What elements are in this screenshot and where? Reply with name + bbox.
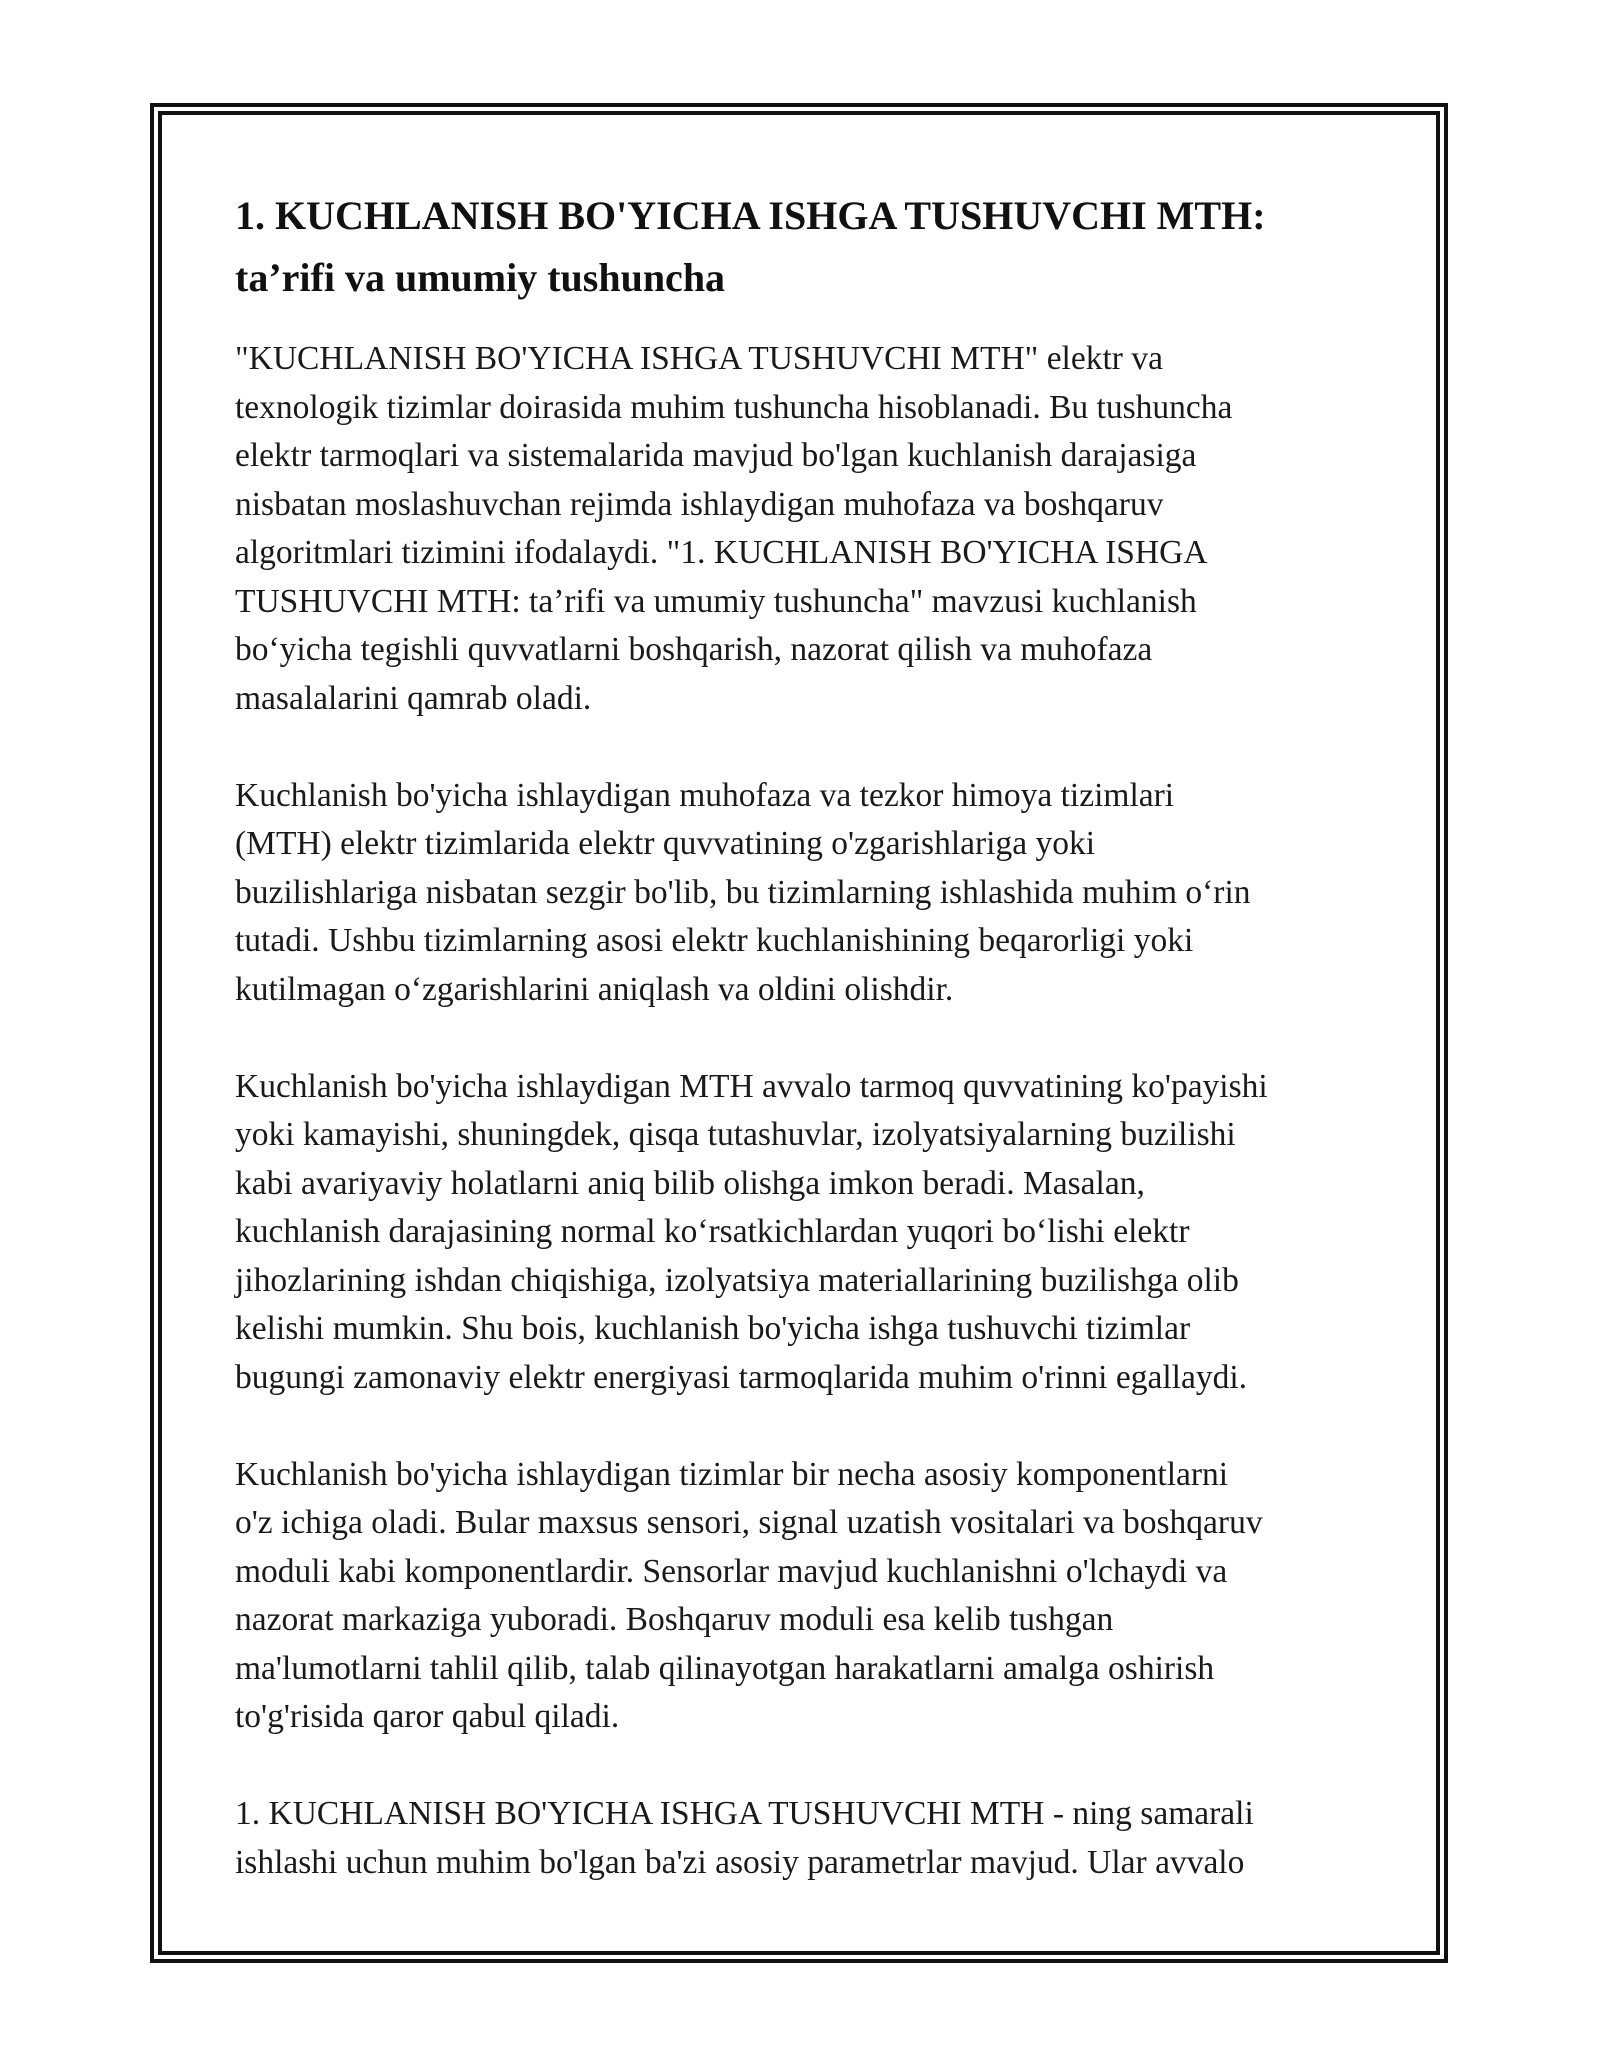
document-title <box>235 185 1375 309</box>
text-line: kuchlanish darajasining normal ko‘rsatkichlardan yuqori bo‘lishi elektr <box>235 1213 1190 1250</box>
text-line: kelishi mumkin. Shu bois, kuchlanish bo'yicha ishga tushuvchi tizimlar <box>235 1310 1191 1347</box>
paragraph-4 <box>235 1451 1375 1742</box>
text-line: Kuchlanish bo'yicha ishlaydigan muhofaza va tezkor himoya tizimlari <box>235 776 1175 814</box>
text-line: kutilmagan o‘zgarishlarini aniqlash va oldini olishdir. <box>235 970 954 1008</box>
document-content <box>235 185 1375 1887</box>
text-line: masalalarini qamrab oladi. <box>235 679 592 717</box>
paragraph-2 <box>235 772 1375 1015</box>
text-line: TUSHUVCHI MTH: ta’rifi va umumiy tushuncha" mavzusi kuchlanish <box>235 582 1197 620</box>
paragraph-3 <box>235 1063 1375 1403</box>
text-line: moduli kabi komponentlardir. Sensorlar mavjud kuchlanishni o'lchaydi va <box>235 1552 1228 1590</box>
text-line: Kuchlanish bo'yicha ishlaydigan MTH avvalo tarmoq quvvatining ko'payishi <box>235 1067 1268 1105</box>
text-line: buzilishlariga nisbatan sezgir bo'lib, bu tizimlarning ishlashida muhim o‘rin <box>235 873 1251 911</box>
text-line: ma'lumotlarni tahlil qilib, talab qilinayotgan harakatlarni amalga oshirish <box>235 1649 1215 1687</box>
text-line: (MTH) elektr tizimlarida elektr quvvatining o'zgarishlariga yoki <box>235 825 1096 862</box>
text-line: "KUCHLANISH BO'YICHA ISHGA TUSHUVCHI MTH" elektr va <box>235 340 1163 377</box>
text-line: Kuchlanish bo'yicha ishlaydigan tizimlar bir necha asosiy komponentlarni <box>235 1455 1229 1493</box>
text-line: 1. KUCHLANISH BO'YICHA ISHGA TUSHUVCHI MTH - ning samarali <box>235 1795 1254 1832</box>
text-line: to'g'risida qaror qabul qiladi. <box>235 1698 620 1735</box>
text-line: o'z ichiga oladi. Bular maxsus sensori, signal uzatish vositalari va boshqaruv <box>235 1504 1263 1541</box>
text-line: bugungi zamonaviy elektr energiyasi tarmoqlarida muhim o'rinni egallaydi. <box>235 1358 1248 1396</box>
text-line: nazorat markaziga yuboradi. Boshqaruv moduli esa kelib tushgan <box>235 1601 1114 1638</box>
text-line: algoritmlari tizimini ifodalaydi. "1. KUCHLANISH BO'YICHA ISHGA <box>235 534 1208 571</box>
text-line: ishlashi uchun muhim bo'lgan ba'zi asosiy parametrlar mavjud. Ular avvalo <box>235 1843 1245 1881</box>
paragraph-1 <box>235 335 1375 723</box>
text-line: bo‘yicha tegishli quvvatlarni boshqarish, nazorat qilish va muhofaza <box>235 631 1153 668</box>
text-line: tutadi. Ushbu tizimlarning asosi elektr kuchlanishining beqarorligi yoki <box>235 922 1194 959</box>
text-line: elektr tarmoqlari va sistemalarida mavjud bo'lgan kuchlanish darajasiga <box>235 437 1197 474</box>
text-line: yoki kamayishi, shuningdek, qisqa tutashuvlar, izolyatsiyalarning buzilishi <box>235 1116 1236 1153</box>
paragraph-5 <box>235 1790 1375 1887</box>
text-line: nisbatan moslashuvchan rejimda ishlaydigan muhofaza va boshqaruv <box>235 485 1164 523</box>
text-line: texnologik tizimlar doirasida muhim tushuncha hisoblanadi. Bu tushuncha <box>235 388 1233 426</box>
title-line: ta’rifi va umumiy tushuncha <box>235 255 726 300</box>
text-line: jihozlarining ishdan chiqishiga, izolyatsiya materiallarining buzilishga olib <box>235 1261 1239 1299</box>
title-line: 1. KUCHLANISH BO'YICHA ISHGA TUSHUVCHI MTH: <box>235 193 1266 238</box>
text-line: kabi avariyaviy holatlarni aniq bilib olishga imkon beradi. Masalan, <box>235 1164 1145 1202</box>
